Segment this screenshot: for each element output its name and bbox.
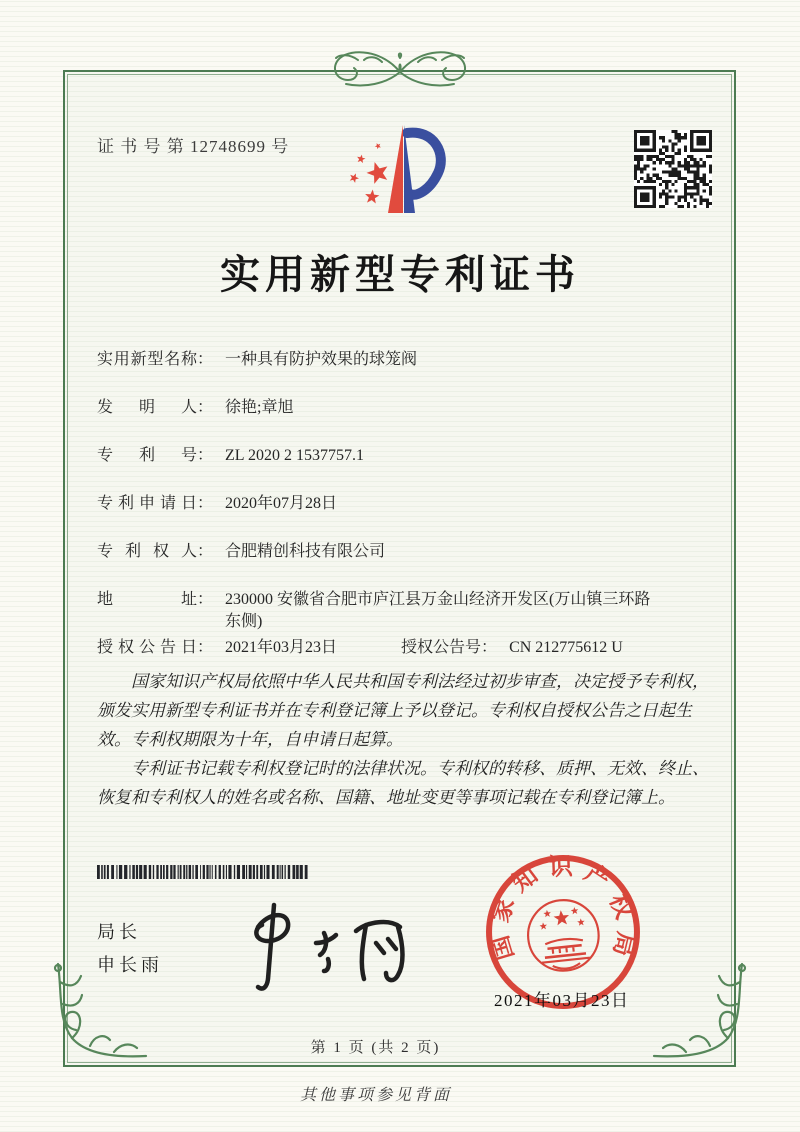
page-number: 第 1 页 (共 2 页) [310, 1040, 441, 1056]
field-label: 实用新型名称 [97, 351, 197, 368]
field-label: 授权公告号 [401, 639, 482, 656]
field-colon: ： [197, 639, 214, 656]
field-colon: ： [481, 639, 498, 656]
legal-paragraph-1: 国家知识产权局依照中华人民共和国专利法经过初步审查，决定授予专利权，颁发实用新型专利证书并在专利登记簿上予以登记。专利权自授权公告之日起生效。专利权期限为十年，自申请日起算。 [97, 672, 709, 749]
field-colon: ： [197, 543, 214, 560]
cnipa-logo-icon [342, 116, 462, 218]
seal-date: 2021年03月23日 [494, 991, 630, 1010]
field-label: 专利申请日 [97, 495, 197, 512]
field-value: 2021年03月23日 [225, 639, 338, 656]
field-row-address [97, 589, 715, 633]
field-label: 授权公告日 [97, 639, 197, 656]
seal-emblem [525, 897, 603, 975]
field-row-filing-date [97, 493, 715, 515]
field-label: 发明人 [97, 399, 197, 416]
field-colon: ： [197, 447, 214, 464]
seal-text: 国家知识产权局 [487, 854, 639, 963]
director-title: 局长 [97, 922, 141, 942]
certificate-title: 实用新型专利证书 [220, 252, 580, 297]
legal-paragraph-2: 专利证书记载专利权登记时的法律状况。专利权的转移、质押、无效、终止、恢复和专利权人的姓名或名称、国籍、地址变更等事项记载在专利登记簿上。 [97, 759, 709, 807]
field-row-patent-no [97, 445, 715, 467]
field-row-grant [97, 637, 715, 659]
field-value: 230000 安徽省合肥市庐江县万金山经济开发区(万山镇三环路东侧) [225, 591, 651, 630]
certificate-fields [97, 349, 715, 685]
field-row-name [97, 349, 715, 371]
legal-text-block [97, 667, 711, 812]
field-value: 一种具有防护效果的球笼阀 [225, 351, 418, 368]
barcode-icon [97, 865, 310, 879]
certificate-number: 证 书 号 第 12748699 号 [97, 137, 290, 156]
field-row-patentee [97, 541, 715, 563]
field-pair-grant-no [401, 637, 623, 659]
field-colon: ： [197, 495, 214, 512]
field-colon: ： [197, 399, 214, 416]
field-row-inventor [97, 397, 715, 419]
field-value: 合肥精创科技有限公司 [225, 543, 386, 560]
qr-code-icon [634, 130, 712, 208]
back-note: 其他事项参见背面 [299, 1087, 452, 1104]
director-signature [228, 893, 428, 993]
field-label: 专利号 [97, 447, 197, 464]
field-label: 专利权人 [97, 543, 197, 560]
field-value: CN 212775612 U [509, 639, 623, 656]
director-name: 申长雨 [97, 955, 163, 975]
field-value: ZL 2020 2 1537757.1 [225, 447, 364, 464]
field-colon: ： [197, 351, 214, 368]
top-flourish-ornament [290, 46, 510, 94]
field-value: 2020年07月28日 [225, 495, 338, 512]
field-value: 徐艳;章旭 [225, 399, 294, 416]
field-colon: ： [197, 591, 214, 608]
field-label: 地址 [97, 591, 197, 608]
